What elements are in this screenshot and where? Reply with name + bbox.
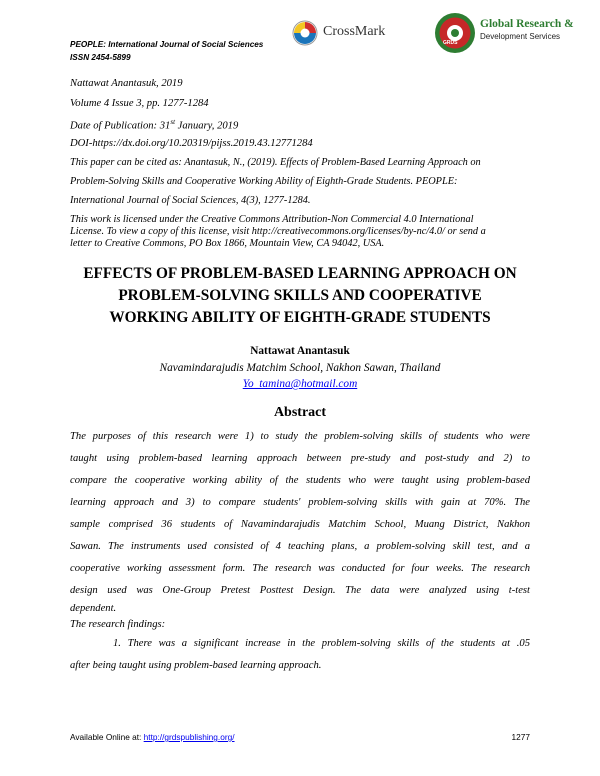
- findings-label: The research findings:: [70, 619, 166, 630]
- journal-name: PEOPLE: International Journal of Social Sciences: [70, 40, 264, 49]
- license-line: License. To view a copy of this license, visit http://creativecommons.org/licenses/by-nc/4.0/ or send a: [70, 226, 486, 237]
- pub-date-suffix: January, 2019: [175, 120, 239, 132]
- publisher-name-line2: Development Services: [480, 32, 561, 41]
- abstract-line: compare the cooperative working ability of the students who were taught using problem-based: [70, 475, 530, 486]
- abstract-line: learning approach and 3) to compare students' problem-solving skills with gain at 70%. The: [70, 497, 530, 508]
- abstract-line: cooperative working assessment form. The research was conducted for four weeks. The research: [70, 563, 530, 574]
- publisher-logo: [434, 12, 574, 56]
- crossmark-badge[interactable]: [292, 20, 432, 46]
- author-affiliation: Navamindarajudis Matchim School, Nakhon Sawan, Thailand: [159, 362, 441, 374]
- doi[interactable]: DOI-https://dx.doi.org/10.20319/pijss.2019.43.12771284: [70, 138, 313, 149]
- abstract-heading: Abstract: [273, 405, 327, 420]
- article-title: [60, 263, 540, 329]
- abstract-line: sample comprised 36 students of Navamindarajudis Matchim School, Muang District, Nakhon: [70, 519, 530, 530]
- pub-date-sup: st: [170, 118, 176, 126]
- citation-line: Problem-Solving Skills and Cooperative Working Ability of Eighth-Grade Students. PEOPLE:: [70, 176, 458, 187]
- crossmark-icon: [292, 20, 318, 46]
- page-number: 1277: [511, 732, 530, 742]
- publication-date: [70, 118, 238, 132]
- volume-info: Volume 4 Issue 3, pp. 1277-1284: [70, 98, 209, 109]
- citation-line: International Journal of Social Sciences, 4(3), 1277-1284.: [70, 195, 311, 206]
- license-line: letter to Creative Commons, PO Box 1866, Mountain View, CA 94042, USA.: [70, 238, 385, 249]
- title-line: WORKING ABILITY OF EIGHTH-GRADE STUDENTS: [109, 309, 491, 326]
- author-name: Nattawat Anantasuk: [250, 345, 350, 357]
- footer-url-link[interactable]: http://grdspublishing.org/: [143, 732, 235, 742]
- finding-1-line2: after being taught using problem-based learning approach.: [70, 660, 322, 671]
- abstract-line: design used was One-Group Pretest Posttest Design. The data were analyzed using t-test: [70, 585, 530, 596]
- title-line: PROBLEM-SOLVING SKILLS AND COOPERATIVE: [118, 287, 482, 304]
- license-line: This work is licensed under the Creative Commons Attribution-Non Commercial 4.0 International: [70, 214, 474, 225]
- pub-date-prefix: Date of Publication: 31: [70, 120, 171, 132]
- abstract-line: The purposes of this research were 1) to study the problem-solving skills of students who were: [70, 431, 530, 442]
- citation-line: This paper can be cited as: Anantasuk, N., (2019). Effects of Problem-Based Learning Approach on: [70, 157, 481, 168]
- title-line: EFFECTS OF PROBLEM-BASED LEARNING APPROACH ON: [83, 265, 517, 282]
- grds-seal-icon: [434, 12, 476, 54]
- abstract-last-line: dependent.: [70, 603, 117, 614]
- abstract-line: taught using problem-based learning approach between pre-study and post-study and 2) to: [70, 453, 530, 464]
- abstract-line: Sawan. The instruments used consisted of 4 teaching plans, a problem-solving skill test, and a: [70, 541, 530, 552]
- finding-1-line1: 1. There was a significant increase in the problem-solving skills of the students at .05: [113, 638, 530, 649]
- author-year: Nattawat Anantasuk, 2019: [70, 78, 183, 89]
- author-email-row: [0, 378, 600, 390]
- publisher-name-line1: Global Research &: [480, 18, 574, 30]
- footer-available-label: Available Online at:: [70, 732, 144, 742]
- grds-seal-text: GRDS: [443, 40, 458, 46]
- crossmark-label: CrossMark: [323, 24, 386, 39]
- footer-availability: [70, 732, 235, 742]
- author-email-link[interactable]: Yo_tamina@hotmail.com: [242, 378, 358, 390]
- journal-issn: ISSN 2454-5899: [70, 53, 131, 62]
